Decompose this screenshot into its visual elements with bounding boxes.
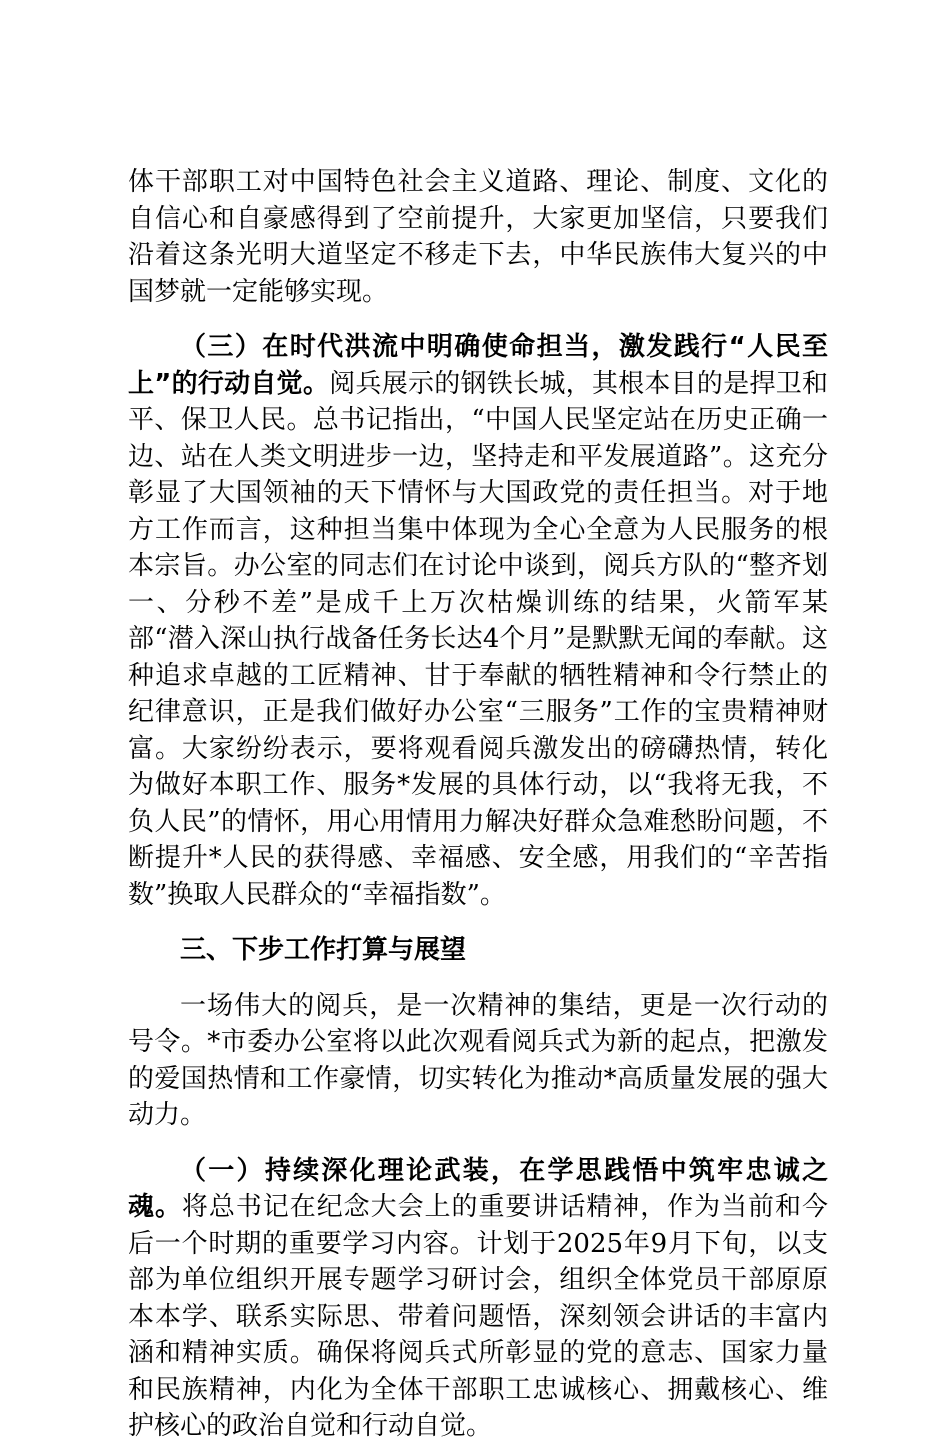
paragraph-text: 一场伟大的阅兵，是一次精神的集结，更是一次行动的号令。*市委办公室将以此次观看阅兵式为新的起点，把激发的爱国热情和工作豪情，切实转化为推动*高质量发展的强大动力。 (128, 990, 828, 1130)
paragraph-section-1 (128, 1153, 828, 1445)
document-body (128, 164, 828, 1445)
section-heading-bold: （三）在时代洪流中明确使命担当，激发践行“人民至上”的行动自觉。 (128, 332, 828, 399)
paragraph-continued (128, 164, 828, 310)
section-heading-bold: （一）持续深化理论武装，在学思践悟中筑牢忠诚之魂。 (128, 1155, 828, 1222)
paragraph-intro (128, 988, 828, 1134)
paragraph-text: 阅兵展示的钢铁长城，其根本目的是捍卫和平、保卫人民。总书记指出，“中国人民坚定站在历史正确一边、站在人类文明进步一边，坚持走和平发展道路”。这充分彰显了大国领袖的天下情怀与大国政党的责任担当。对于地方工作而言，这种担当集中体现为全心全意为人民服务的根本宗旨。办公室的同志们在讨论中谈到，阅兵方队的“整齐划一、分秒不差”是成千上万次枯燥训练的结果，火箭军某部“潜入深山执行战备任务长达4个月”是默默无闻的奉献。这种追求卓越的工匠精神、甘于奉献的牺牲精神和令行禁止的纪律意识，正是我们做好办公室“三服务”工作的宝贵精神财富。大家纷纷表示，要将观看阅兵激发出的磅礴热情，转化为做好本职工作、服务*发展的具体行动，以“我将无我，不负人民”的情怀，用心用情用力解决好群众急难愁盼问题，不断提升*人民的获得感、幸福感、安全感，用我们的“辛苦指数”换取人民群众的“幸福指数”。 (128, 368, 828, 910)
chapter-heading-text: 三、下步工作打算与展望 (180, 935, 467, 965)
paragraph-section-3 (128, 329, 828, 913)
paragraph-text: 将总书记在纪念大会上的重要讲话精神，作为当前和今后一个时期的重要学习内容。计划于2025年9月下旬，以支部为单位组织开展专题学习研讨会，组织全体党员干部原原本本学、联系实际思、带着问题悟，深刻领会讲话的丰富内涵和精神实质。确保将阅兵式所彰显的党的意志、国家力量和民族精神，内化为全体干部职工忠诚核心、拥戴核心、维护核心的政治自觉和行动自觉。 (128, 1192, 828, 1441)
chapter-heading (128, 932, 828, 969)
paragraph-text: 体干部职工对中国特色社会主义道路、理论、制度、文化的自信心和自豪感得到了空前提升，大家更加坚信，只要我们沿着这条光明大道坚定不移走下去，中华民族伟大复兴的中国梦就一定能够实现。 (128, 167, 828, 307)
